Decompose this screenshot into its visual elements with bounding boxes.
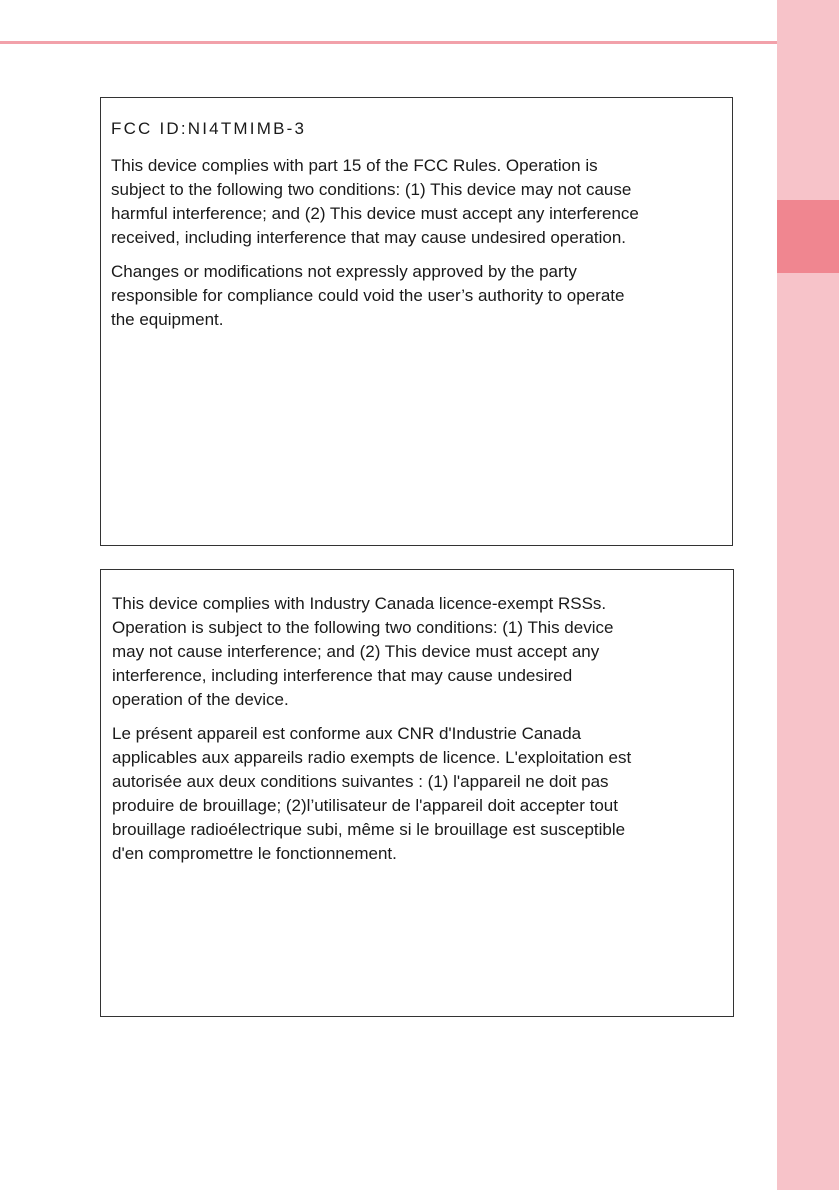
text-line: Le présent appareil est conforme aux CNR d'Industrie Canada [112, 724, 582, 743]
fcc-modification-paragraph [111, 260, 722, 332]
ic-french-paragraph [112, 722, 723, 866]
text-line: brouillage radioélectrique subi, même si le brouillage est susceptible [112, 820, 626, 839]
text-line: harmful interference; and (2) This device must accept any interference [111, 204, 639, 223]
text-line: This device complies with part 15 of the FCC Rules. Operation is [111, 156, 598, 175]
text-line: Changes or modifications not expressly approved by the party [111, 262, 577, 281]
text-line: operation of the device. [112, 690, 289, 709]
text-line: This device complies with Industry Canada licence-exempt RSSs. [112, 594, 607, 613]
side-section-tab [777, 200, 839, 273]
text-line: autorisée aux deux conditions suivantes : (1) l'appareil ne doit pas [112, 772, 609, 791]
ic-english-paragraph [112, 592, 723, 712]
text-line: may not cause interference; and (2) This device must accept any [112, 642, 600, 661]
text-line: subject to the following two conditions: (1) This device may not cause [111, 180, 632, 199]
text-line: interference, including interference that may cause undesired [112, 666, 573, 685]
side-strip [777, 0, 839, 1190]
fcc-notice-box [100, 97, 733, 546]
text-line: the equipment. [111, 310, 224, 329]
text-line: responsible for compliance could void the user’s authority to operate [111, 286, 625, 305]
fcc-compliance-paragraph [111, 154, 722, 250]
text-line: d'en compromettre le fonctionnement. [112, 844, 397, 863]
text-line: Operation is subject to the following two conditions: (1) This device [112, 618, 614, 637]
text-line: applicables aux appareils radio exempts de licence. L'exploitation est [112, 748, 632, 767]
text-line: produire de brouillage; (2)l’utilisateur de l'appareil doit accepter tout [112, 796, 618, 815]
ic-notice-box [100, 569, 734, 1017]
text-line: received, including interference that may cause undesired operation. [111, 228, 627, 247]
top-rule [0, 41, 777, 44]
fcc-id: FCC ID:NI4TMIMB-3 [111, 119, 307, 138]
